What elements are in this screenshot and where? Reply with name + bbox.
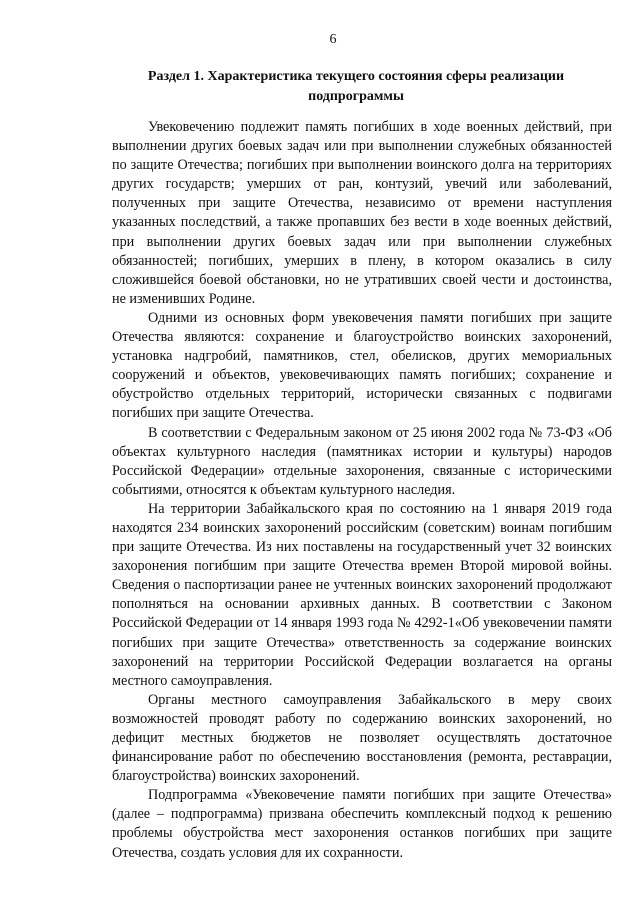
paragraph-federal-law: В соответствии с Федеральным законом от 25 июня 2002 года № 73-ФЗ «Об объектах культурного наследия (памятниках истории и культуры) народов Российской Федерации» отдельные захоронения, связанные с историческими событиями, относятся к объектам культурного наследия. bbox=[112, 424, 612, 498]
page-number: 6 bbox=[329, 32, 337, 47]
paragraph-commemoration-scope: Увековечению подлежит память погибших в ходе военных действий, при выполнении других боевых задач или при выполнении служебных обязанностей по защите Отечества; погибших при выполнении воинского долга на территориях других государств; умерших от ран, контузий, увечий или заболеваний, полученных при защите Отечества, независимо от времени наступления указанных последствий, а также пропавших без вести в ходе военных действий, при выполнении других боевых задач или при выполнении служебных обязанностей; погибших, умерших в плену, в котором оказались в силу сложившейся боевой обстановки, но не утративших своей чести и достоинства, не изменивших Родине. bbox=[112, 119, 612, 307]
section-title: Раздел 1. Характеристика текущего состояния сферы реализации подпрограммы bbox=[147, 69, 565, 104]
body-text bbox=[112, 118, 612, 863]
paragraph-subprogram-purpose: Подпрограмма «Увековечение памяти погибших при защите Отечества» (далее – подпрограмма) призвана обеспечить комплексный подход к решению проблемы обустройства мест захоронения останков погибших при защите Отечества, создать условия для их сохранности. bbox=[112, 787, 612, 861]
paragraph-commemoration-forms: Одними из основных форм увековечения памяти погибших при защите Отечества являются: сохранение и благоустройство воинских захоронений, установка надгробий, памятников, стел, обелисков, других мемориальных сооружений и объектов, увековечивающих память погибших; сохранение и обустройство отдельных территорий, исторически связанных с подвигами погибших при защите Отечества. bbox=[112, 309, 612, 422]
paragraph-local-government: Органы местного самоуправления Забайкальского в меру своих возможностей проводят работу по содержанию воинских захоронений, но дефицит местных бюджетов не позволяет осуществлять достаточное финансирование работ по обеспечению восстановления (ремонта, реставрации, благоустройства) воинских захоронений. bbox=[112, 691, 612, 785]
paragraph-regional-status: На территории Забайкальского края по состоянию на 1 января 2019 года находятся 234 воинских захоронений российским (советским) воинам погибшим при защите Отечества. Из них поставлены на государственный учет 32 воинских захоронения погибшим при защите Отечества времен Второй мировой войны. Сведения о паспортизации ранее не учтенных воинских захоронений продолжают пополняться на основании архивных данных. В соответствии с Законом Российской Федерации от 14 января 1993 года № 4292-1«Об увековечении памяти погибших при защите Отечества» ответственность за содержание воинских захоронений на территории Российской Федерации возлагается на органы местного самоуправления. bbox=[112, 500, 612, 689]
